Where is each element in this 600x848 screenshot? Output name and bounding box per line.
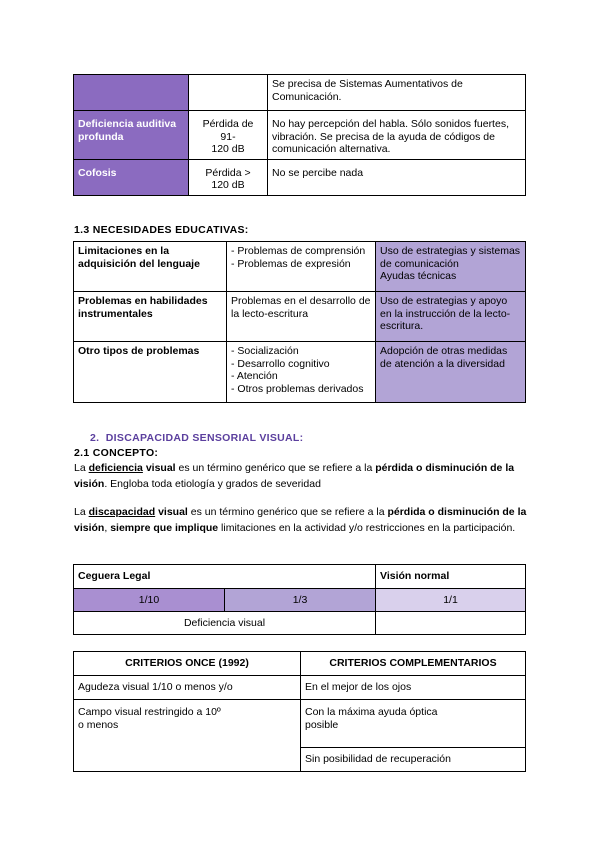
paragraph-discapacidad bbox=[74, 504, 529, 536]
table-row bbox=[74, 111, 526, 160]
need-item: - Atención bbox=[231, 370, 278, 382]
text: visual bbox=[158, 506, 188, 518]
section-title: 1.3 NECESIDADES EDUCATIVAS: bbox=[74, 224, 249, 236]
need-response-cell: Uso de estrategias y apoyo en la instrucción de la lecto-escritura. bbox=[376, 292, 526, 342]
section-heading: 2. DISCAPACIDAD SENSORIAL VISUAL: bbox=[90, 432, 304, 444]
text: pérdida o disminución de la visión bbox=[74, 462, 515, 490]
text: discapacidad bbox=[88, 506, 156, 518]
acuity-cell: 1/10 bbox=[74, 589, 225, 612]
text: La bbox=[74, 462, 89, 474]
category-cell: Deficiencia auditiva profunda bbox=[74, 111, 189, 160]
criteria-line: posible bbox=[305, 718, 339, 731]
deficiency-cell: Deficiencia visual bbox=[74, 612, 376, 635]
category-cell bbox=[74, 75, 189, 111]
level-line: 120 dB bbox=[211, 143, 245, 155]
text: pérdida o disminución de la visión bbox=[74, 506, 527, 534]
table-row bbox=[74, 242, 526, 292]
text: , bbox=[104, 522, 111, 534]
need-response-line: Ayudas técnicas bbox=[380, 270, 457, 282]
hearing-loss-table bbox=[73, 74, 526, 196]
level-line: 120 dB bbox=[211, 179, 245, 191]
description-cell: No se percibe nada bbox=[268, 159, 526, 195]
need-category-cell: Limitaciones en la adquisición del lenguaje bbox=[74, 242, 227, 292]
need-category-cell: Otro tipos de problemas bbox=[74, 342, 227, 403]
criteria-cell bbox=[74, 700, 301, 772]
table-row bbox=[74, 342, 526, 403]
criteria-header: CRITERIOS COMPLEMENTARIOS bbox=[301, 652, 526, 676]
criteria-cell: Agudeza visual 1/10 o menos y/o bbox=[74, 676, 301, 700]
level-cell bbox=[189, 75, 268, 111]
table-row bbox=[74, 700, 526, 748]
need-item: - Otros problemas derivados bbox=[231, 382, 364, 395]
legal-blindness-header: Ceguera Legal bbox=[74, 565, 376, 589]
need-category-cell: Problemas en habilidades instrumentales bbox=[74, 292, 227, 342]
table-row bbox=[74, 652, 526, 676]
subsection-title: 2.1 CONCEPTO: bbox=[74, 447, 159, 459]
criteria-cell: Sin posibilidad de recuperación bbox=[301, 748, 526, 772]
need-response-cell bbox=[376, 242, 526, 292]
table-row bbox=[74, 612, 526, 635]
text: deficiencia bbox=[88, 462, 143, 474]
text: es un término genérico que se refiere a la bbox=[175, 462, 376, 474]
need-response-line: Uso de estrategias y sistemas de comunicación bbox=[380, 245, 521, 270]
criteria-table bbox=[73, 651, 526, 772]
category-cell: Cofosis bbox=[74, 159, 189, 195]
level-cell bbox=[189, 159, 268, 195]
need-items-cell bbox=[227, 342, 376, 403]
vision-scale-table bbox=[73, 564, 526, 635]
empty-cell bbox=[376, 612, 526, 635]
criteria-line: Con la máxima ayuda óptica bbox=[305, 706, 438, 718]
text: siempre que implique bbox=[110, 522, 219, 534]
description-cell: No hay percepción del habla. Sólo sonidos fuertes, vibración. Se precisa de la ayuda de códigos de comunicación alternativa. bbox=[268, 111, 526, 160]
criteria-header: CRITERIOS ONCE (1992) bbox=[74, 652, 301, 676]
criteria-cell: En el mejor de los ojos bbox=[301, 676, 526, 700]
paragraph-deficiencia bbox=[74, 460, 529, 492]
table-row bbox=[74, 292, 526, 342]
text: es un término genérico que se refiere a la bbox=[187, 506, 388, 518]
need-item: - Desarrollo cognitivo bbox=[231, 357, 330, 370]
table-row bbox=[74, 75, 526, 111]
need-items-cell bbox=[227, 292, 376, 342]
level-line: 91- bbox=[220, 130, 236, 143]
educational-needs-table bbox=[73, 241, 526, 403]
criteria-line: o menos bbox=[78, 718, 119, 731]
text: La bbox=[74, 506, 89, 518]
acuity-cell: 1/1 bbox=[376, 589, 526, 612]
table-row bbox=[74, 589, 526, 612]
criteria-cell bbox=[301, 700, 526, 748]
text: . Engloba toda etiología y grados de severidad bbox=[104, 478, 321, 490]
level-cell bbox=[189, 111, 268, 160]
normal-vision-header: Visión normal bbox=[376, 565, 526, 589]
criteria-line: Campo visual restringido a 10º bbox=[78, 706, 221, 718]
need-item: - Problemas de expresión bbox=[231, 257, 351, 270]
table-row bbox=[74, 565, 526, 589]
acuity-cell: 1/3 bbox=[225, 589, 376, 612]
description-cell: Se precisa de Sistemas Aumentativos de Comunicación. bbox=[268, 75, 526, 111]
text: limitaciones en la actividad y/o restricciones en la participación. bbox=[218, 522, 516, 534]
need-item: - Socialización bbox=[231, 345, 299, 357]
need-items-cell bbox=[227, 242, 376, 292]
level-line: Pérdida de bbox=[202, 118, 254, 130]
need-response-cell: Adopción de otras medidas de atención a la diversidad bbox=[376, 342, 526, 403]
table-row bbox=[74, 676, 526, 700]
level-line: Pérdida > bbox=[205, 166, 251, 179]
text: visual bbox=[145, 462, 176, 474]
table-row bbox=[74, 159, 526, 195]
need-item: Problemas en el desarrollo de la lecto-escritura bbox=[231, 295, 371, 320]
need-item: - Problemas de comprensión bbox=[231, 245, 366, 257]
